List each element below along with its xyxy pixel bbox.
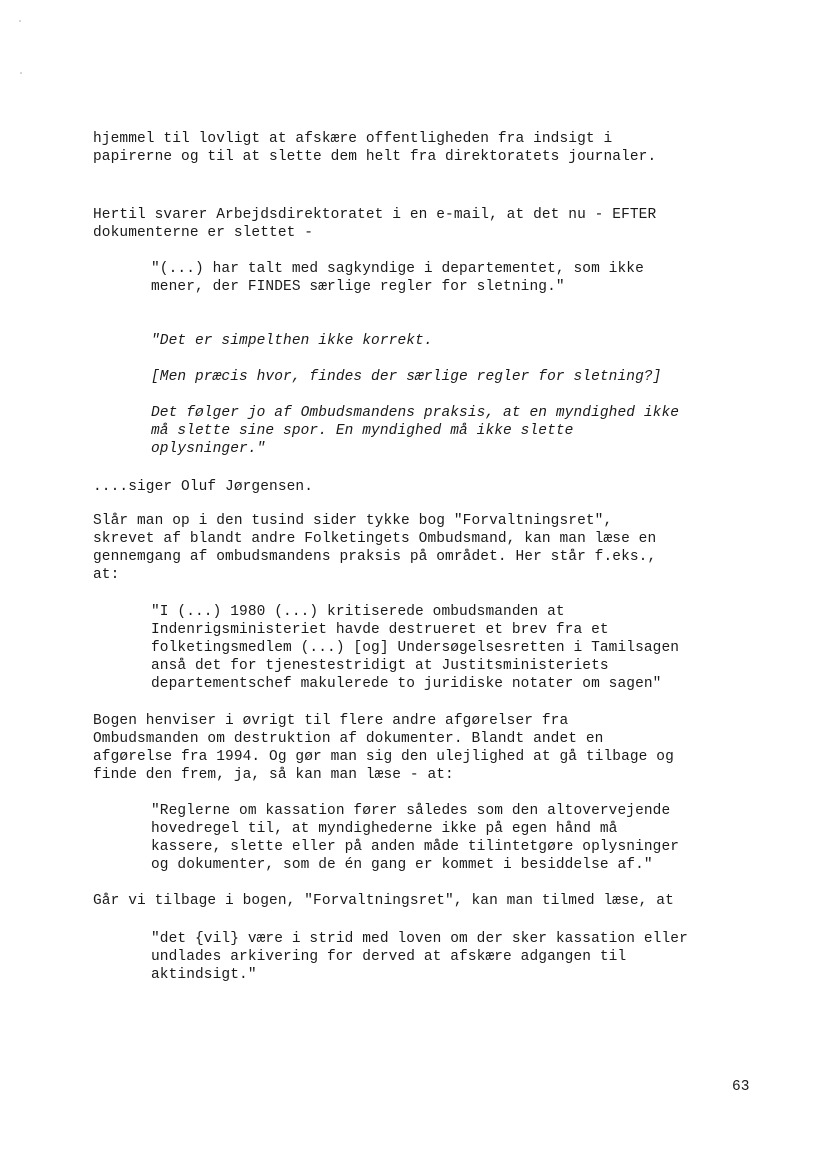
scan-speck xyxy=(20,72,22,74)
paragraph-forvaltningsret-book: Slår man op i den tusind sider tykke bog "Forvaltningsret", skrevet af blandt andre Folketingets Ombudsmand, kan man læse en gennemgang af ombudsmandens praksis på området. Her står f.eks., at: xyxy=(93,513,657,583)
quote-not-correct: "Det er simpelthen ikke korrekt. xyxy=(151,333,433,349)
paragraph-back-to-book: Går vi tilbage i bogen, "Forvaltningsret", kan man tilmed læse, at xyxy=(93,893,674,909)
scan-speck xyxy=(19,20,21,22)
quote-department-experts: "(...) har talt med sagkyndige i departementet, som ikke mener, der FINDES særlige regler for sletning." xyxy=(151,261,644,295)
paragraph-journal-deletion: hjemmel til lovligt at afskære offentligheden fra indsigt i papirerne og til at slette dem helt fra direktoratets journaler. xyxy=(93,131,657,165)
quote-aktindsigt: "det {vil} være i strid med loven om der sker kassation eller undlades arkivering for derved at afskære adgangen til aktindsigt." xyxy=(151,931,688,983)
paragraph-directorate-reply: Hertil svarer Arbejdsdirektoratet i en e-mail, at det nu - EFTER dokumenterne er slettet - xyxy=(93,207,657,241)
paragraph-other-decisions: Bogen henviser i øvrigt til flere andre afgørelser fra Ombudsmanden om destruktion af dokumenter. Blandt andet en afgørelse fra 1994. Og gør man sig den ulejlighed at gå tilbage og finde den frem, ja, så kan man læse - at: xyxy=(93,713,674,783)
quote-kassation-rules: "Reglerne om kassation fører således som den altovervejende hovedregel til, at myndighederne ikke på egen hånd må kassere, slette eller på anden måde tilintetgøre oplysninger og dokumenter, som de én gang er kommet i besiddelse af." xyxy=(151,803,680,873)
quote-ombudsman-practice: Det følger jo af Ombudsmandens praksis, at en myndighed ikke må slette sine spor. En myndighed må ikke slette oplysninger." xyxy=(151,405,680,457)
page-number: 63 xyxy=(732,1079,750,1095)
paragraph-attribution: ....siger Oluf Jørgensen. xyxy=(93,479,314,495)
quote-question: [Men præcis hvor, findes der særlige regler for sletning?] xyxy=(151,369,662,385)
quote-1980-criticism: "I (...) 1980 (...) kritiserede ombudsmanden at Indenrigsministeriet havde destrueret et brev fra et folketingsmedlem (...) [og] Undersøgelsesretten i Tamilsagen anså det for tjenestestridigt at Justitsministeriets departementschef makulerede to juridiske notater om sagen" xyxy=(151,604,680,692)
